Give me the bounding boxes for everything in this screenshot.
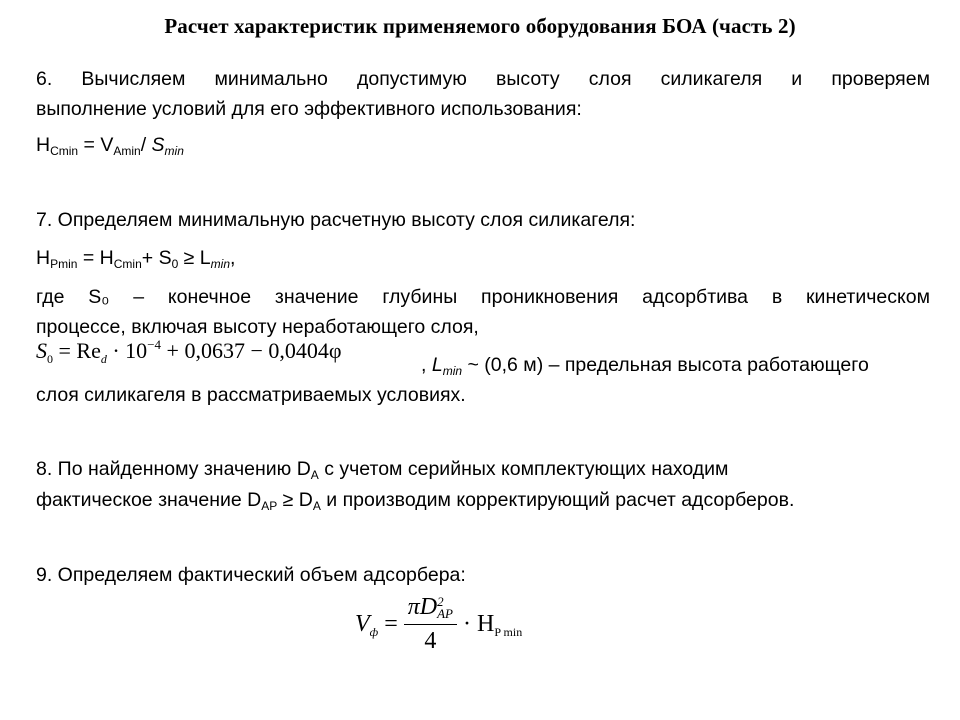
volume-formula: $V_ф$ = πD 2 AP 4 · $H_{P min}$ <box>355 594 523 654</box>
step7-where-line1: где S₀ – конечное значение глубины проникновения адсорбтива в кинетическом <box>36 286 930 308</box>
step9-heading: 9. Определяем фактический объем адсорбера: <box>36 564 466 586</box>
slide-title: Расчет характеристик применяемого оборудования БОА (часть 2) <box>164 14 796 38</box>
step7-heading: 7. Определяем минимальную расчетную высоту слоя силикагеля: <box>36 209 636 231</box>
step8-line1: 8. По найденному значению $D_A$ с учетом серийных комплектующих находим <box>36 458 729 482</box>
step7-where-line2: процессе, включая высоту неработающего слоя, <box>36 316 479 338</box>
step8-line2: фактическое значение $D_{AP} \ge D_A$ и производим корректирующий расчет адсорберов. <box>36 489 795 513</box>
step6-line1: 6. Вычисляем минимально допустимую высоту слоя силикагеля и проверяем <box>36 68 930 90</box>
volume-fraction: πD 2 AP 4 <box>404 594 457 655</box>
step6-line2: выполнение условий для его эффективного использования: <box>36 98 582 120</box>
step6-formula: $H_{Cmin} = V_{Amin}/$ $S_{min}$ <box>36 134 184 158</box>
step7-formula: $H_{Pmin} = H_{Cmin}+ S_0 \ge L_{min}$, <box>36 247 236 271</box>
lmin-description: , $L_{min}$ ~ (0,6 м) – предельная высота работающего <box>421 354 869 378</box>
step7-last-line: слоя силикагеля в рассматриваемых условиях. <box>36 384 466 406</box>
s0-formula: $S_0 = Re_d \cdot 10^{-4} + 0,0637 - 0,0404\varphi$ <box>36 337 342 366</box>
